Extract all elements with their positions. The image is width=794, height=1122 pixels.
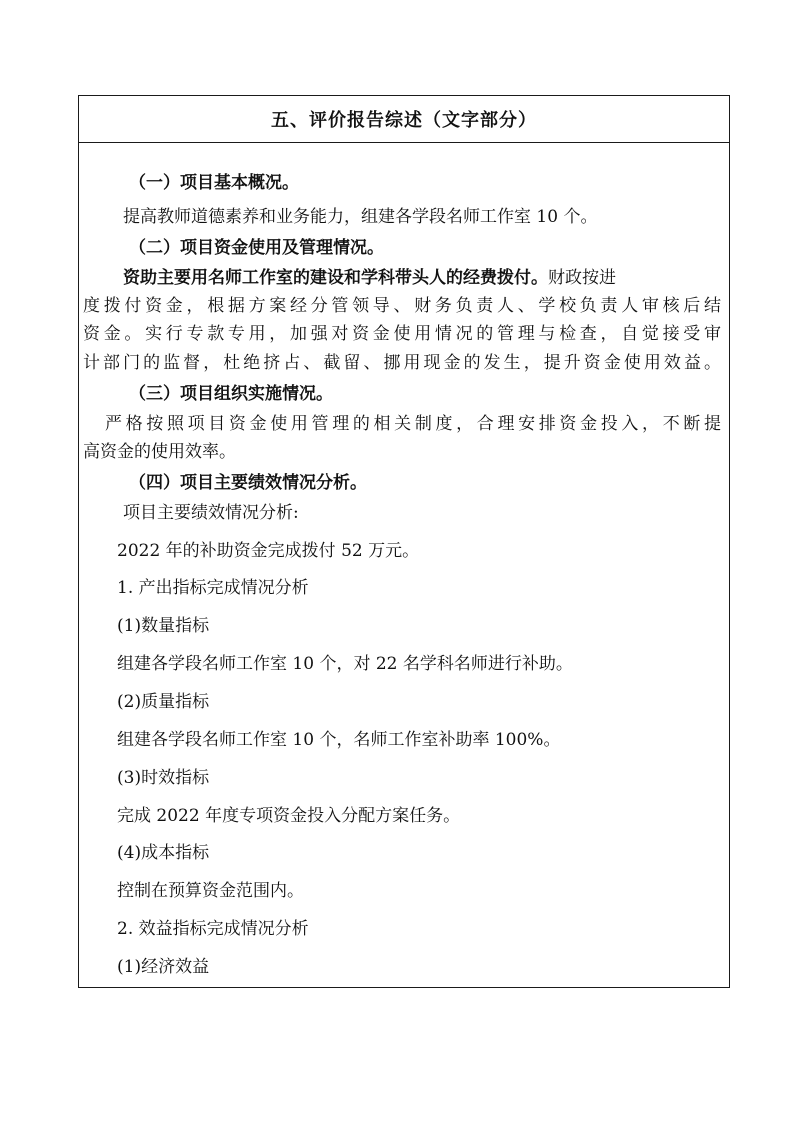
section-2-line-3: 资金。实行专款专用，加强对资金使用情况的管理与检查，自觉接受审 [83,324,721,344]
quantity-indicator-heading: (1)数量指标 [117,616,210,636]
section-1-text: 提高教师道德素养和业务能力，组建各学段名师工作室 10 个。 [123,207,598,227]
timeliness-indicator-text: 完成 2022 年度专项资金投入分配方案任务。 [117,806,461,826]
cost-indicator-text: 控制在预算资金范围内。 [117,881,304,901]
title-row [79,96,729,143]
section-2-heading: （二）项目资金使用及管理情况。 [129,238,384,258]
section-3-line-1: 严格按照项目资金使用管理的相关制度，合理安排资金投入，不断提 [105,414,721,434]
section-2-lead: 资助主要用名师工作室的建设和学科带头人的经费拨付。 [123,268,548,288]
economic-benefit-heading: (1)经济效益 [117,957,210,977]
output-indicators-heading: 1. 产出指标完成情况分析 [117,578,309,598]
section-2-line-2: 度拨付资金，根据方案经分管领导、财务负责人、学校负责人审核后结 [83,296,721,316]
section-3-heading: （三）项目组织实施情况。 [129,384,333,404]
cost-indicator-heading: (4)成本指标 [117,843,210,863]
funding-text: 2022 年的补助资金完成拨付 52 万元。 [117,541,420,561]
section-2-line-4: 计部门的监督，杜绝挤占、截留、挪用现金的发生，提升资金使用效益。 [83,353,721,373]
analysis-intro: 项目主要绩效情况分析: [123,503,299,523]
quantity-indicator-text: 组建各学段名师工作室 10 个，对 22 名学科名师进行补助。 [117,654,573,674]
section-2-line-1-rest: 财政按进 [548,268,616,288]
timeliness-indicator-heading: (3)时效指标 [117,768,210,788]
benefit-indicators-heading: 2. 效益指标完成情况分析 [117,919,309,939]
quality-indicator-text: 组建各学段名师工作室 10 个，名师工作室补助率 100%。 [117,730,561,750]
section-1-heading: （一）项目基本概况。 [129,173,299,193]
report-title: 五、评价报告综述（文字部分） [271,110,537,131]
section-4-heading: （四）项目主要绩效情况分析。 [129,473,367,493]
quality-indicator-heading: (2)质量指标 [117,692,210,712]
section-3-line-2: 高资金的使用效率。 [83,442,236,462]
section-2-line-1 [123,263,721,288]
evaluation-report-frame [78,95,730,988]
